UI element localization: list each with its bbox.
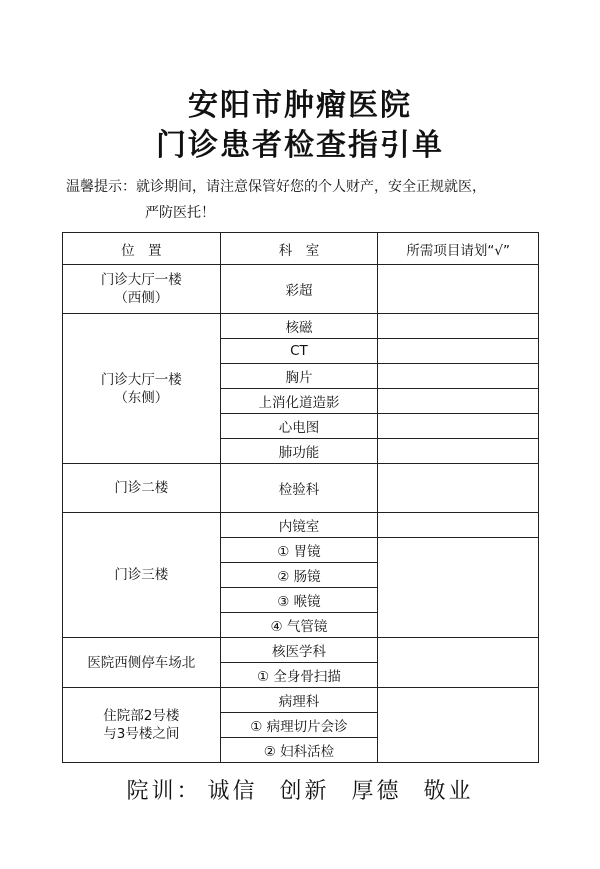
- department-cell: 彩超: [220, 265, 378, 314]
- table-row: [63, 265, 539, 314]
- department-cell: ② 肠镜: [220, 563, 378, 588]
- location-cell: [63, 688, 221, 763]
- location-line: 门诊大厅一楼: [100, 272, 182, 288]
- motto-value: 厚德: [351, 779, 402, 804]
- location-cell: [63, 638, 221, 688]
- header-location: 位 置: [63, 233, 221, 265]
- header-items: 所需项目请划“√”: [378, 233, 539, 265]
- check-cell[interactable]: [378, 389, 539, 414]
- location-line: 住院部2号楼: [103, 708, 180, 724]
- location-cell: [63, 464, 221, 513]
- department-cell: ① 全身骨扫描: [220, 663, 378, 688]
- guide-sheet-title: 门诊患者检查指引单: [156, 128, 444, 163]
- location-line: （西侧）: [114, 290, 169, 306]
- check-cell[interactable]: [378, 314, 539, 339]
- location-line: 医院西侧停车场北: [87, 654, 196, 671]
- location-cell: [63, 314, 221, 464]
- department-cell: ④ 气管镜: [220, 613, 378, 638]
- department-cell: 核磁: [220, 314, 378, 339]
- check-cell[interactable]: [378, 638, 539, 688]
- check-cell[interactable]: [378, 265, 539, 314]
- location-line: 门诊大厅一楼: [100, 371, 182, 388]
- notice-line-1: 温馨提示：就诊期间，请注意保管好您的个人财产，安全正规就医，: [66, 179, 486, 195]
- department-cell: ① 病理切片会诊: [220, 713, 378, 738]
- department-cell: 胸片: [220, 364, 378, 389]
- exam-guide-table: [62, 232, 539, 763]
- motto-value: 创新: [279, 779, 330, 804]
- department-cell: ③ 喉镜: [220, 588, 378, 613]
- department-cell: 核医学科: [220, 638, 378, 663]
- check-cell[interactable]: [378, 339, 539, 364]
- table-header-row: [63, 233, 539, 265]
- motto-label: 院训：: [126, 779, 202, 804]
- header-department: 科 室: [220, 233, 378, 265]
- table-row: [63, 638, 539, 663]
- department-cell: 病理科: [220, 688, 378, 713]
- hospital-name-title: 安阳市肿瘤医院: [188, 88, 412, 123]
- location-cell: [63, 513, 221, 638]
- department-cell: 肺功能: [220, 439, 378, 464]
- location-cell: [63, 265, 221, 314]
- location-line: 与3号楼之间: [103, 726, 180, 742]
- department-cell: CT: [220, 339, 378, 364]
- motto-value: 诚信: [207, 779, 258, 804]
- table-row: [63, 464, 539, 513]
- hospital-motto: [0, 774, 600, 805]
- department-cell: ① 胃镜: [220, 538, 378, 563]
- check-cell[interactable]: [378, 538, 539, 638]
- notice-line-2: 严防医托！: [145, 205, 215, 221]
- table-row: [63, 513, 539, 538]
- department-cell: 上消化道造影: [220, 389, 378, 414]
- check-cell[interactable]: [378, 439, 539, 464]
- department-cell: 检验科: [220, 464, 378, 513]
- table-row: [63, 688, 539, 713]
- check-cell[interactable]: [378, 364, 539, 389]
- department-cell: 内镜室: [220, 513, 378, 538]
- check-cell[interactable]: [378, 414, 539, 439]
- location-line: 门诊三楼: [114, 567, 169, 583]
- department-cell: 心电图: [220, 414, 378, 439]
- department-cell: ② 妇科活检: [220, 738, 378, 763]
- check-cell[interactable]: [378, 464, 539, 513]
- check-cell[interactable]: [378, 513, 539, 538]
- location-line: （东侧）: [114, 389, 169, 406]
- table-row: [63, 314, 539, 339]
- location-line: 门诊二楼: [114, 480, 169, 496]
- check-cell[interactable]: [378, 688, 539, 763]
- motto-value: 敬业: [423, 779, 474, 804]
